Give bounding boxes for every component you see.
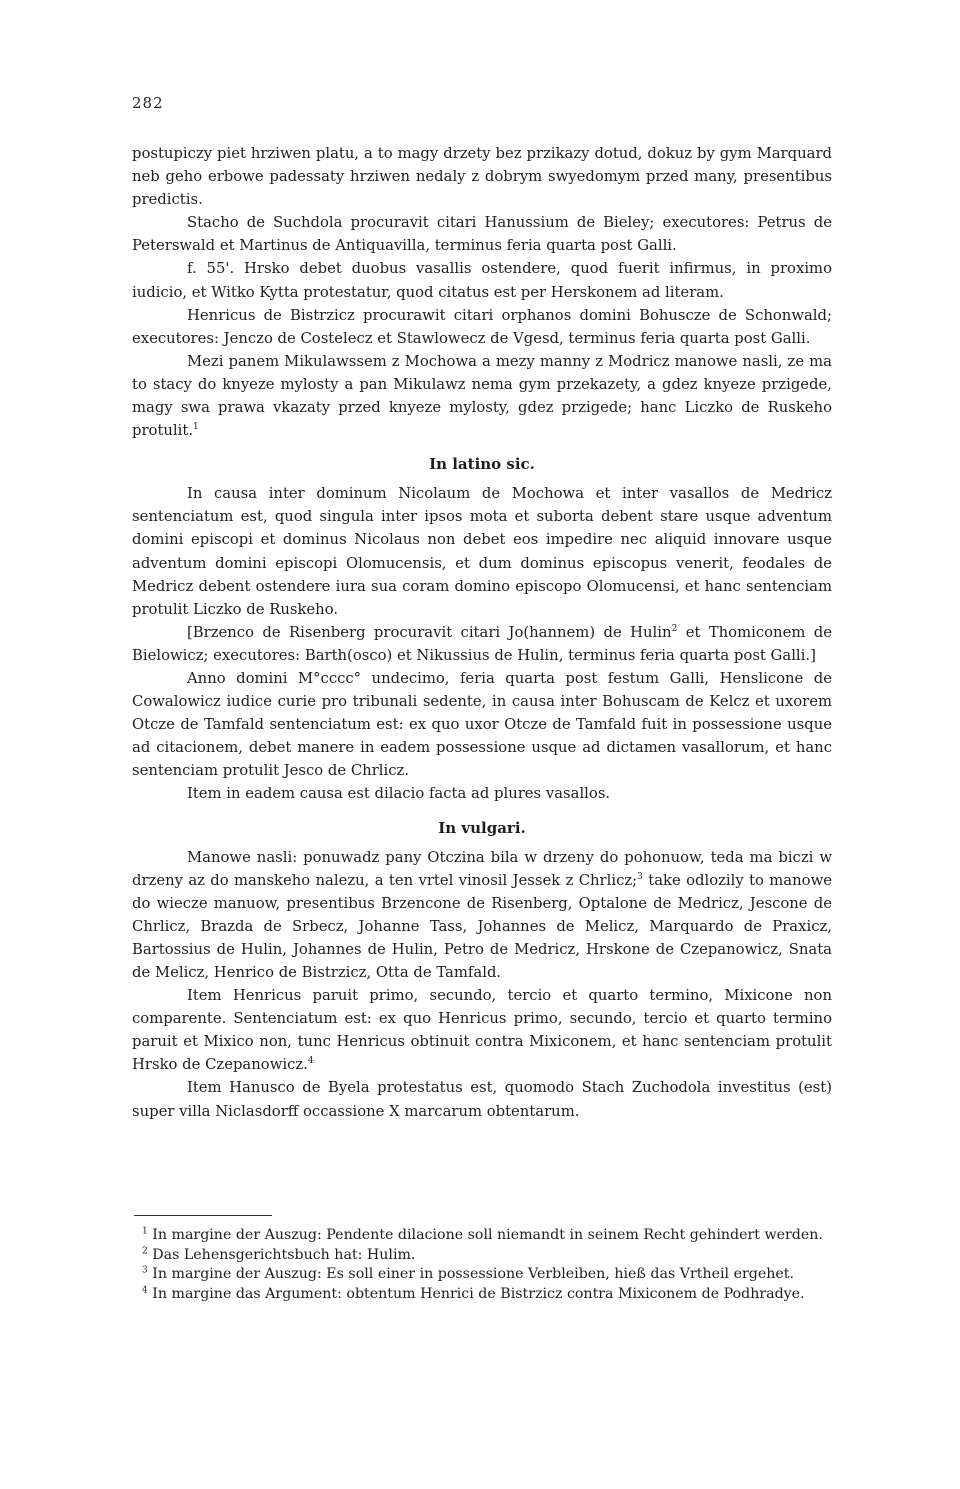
paragraph-text: Stacho de Suchdola procuravit citari Hanussium de Bieley; executores: Petrus de Peterswald et Martinus de Antiquavilla, terminus feria quarta post Galli. [132, 214, 832, 255]
paragraph-text: take odlozily to manowe do wiecze manuow, presentibus Brzencone de Risenberg, Optalone de Medricz, Jescone de Chrlicz, Brazda de Srbecz, Johanne Tass, Johannes de Melicz, Marquardo de Praxicz, Bartossius de Hulin, Johannes de Hulin, Petro de Medricz, Hrskone de Czepanowicz, Snata de Melicz, Henrico de Bistrzicz, Otta de Tamfald. [132, 871, 832, 981]
main-text [132, 142, 832, 1123]
footnote-marker: 1 [193, 422, 199, 433]
section-heading-latin: In latino sic. [429, 455, 535, 474]
paragraph [132, 211, 832, 257]
paragraph [132, 304, 832, 350]
paragraph-text: Item Hanusco de Byela protestatus est, quomodo Stach Zuchodola investitus (est) super villa Niclasdorff occassione X marcarum obtentarum. [132, 1079, 832, 1120]
paragraph [132, 782, 832, 805]
paragraph [132, 482, 832, 621]
footnote-text: In margine der Auszug: Pendente dilacione soll niemandt in seinem Recht gehindert werden. [147, 1227, 823, 1243]
paragraph [132, 142, 832, 211]
footnote-text: In margine der Auszug: Es soll einer in possessione Verbleiben, hieß das Vrtheil ergehet. [147, 1266, 794, 1283]
footnote-text: Das Lehensgerichtsbuch hat: Hulim. [147, 1246, 416, 1263]
footnotes [134, 1226, 832, 1304]
paragraph [132, 350, 832, 442]
footnote-number: 4 [142, 1285, 148, 1296]
footnote [134, 1226, 832, 1246]
paragraph-text: Mezi panem Mikulawssem z Mochowa a mezy manny z Modricz manowe nasli, ze ma to stacy do knyeze mylosty a pan Mikulawz nema gym przekazety, a gdez knyeze przigede, magy swa prawa vkazaty przed knyeze mylosty, gdez przigede; hanc Liczko de Ruskeho protulit. [132, 352, 832, 440]
paragraph [132, 846, 832, 985]
page-number: 282 [132, 94, 164, 112]
paragraph-text: Item in eadem causa est dilacio facta ad plures vasallos. [187, 785, 611, 803]
footnote [134, 1285, 832, 1305]
paragraph [132, 621, 832, 667]
paragraph [132, 667, 832, 782]
paragraph [132, 984, 832, 1076]
footnote-marker: 4 [307, 1056, 314, 1067]
footnote-text: In margine das Argument: obtentum Henrici de Bistrzicz contra Mixiconem de Podhradye. [147, 1285, 805, 1302]
paragraph [132, 1076, 832, 1122]
paragraph-text: [Brzenco de Risenberg procuravit citari Jo(hannem) de Hulin [187, 623, 672, 641]
footnote-marker: 2 [671, 623, 678, 634]
footnote-number: 2 [142, 1245, 148, 1256]
footnote-divider [134, 1215, 272, 1216]
paragraph-text: postupiczy piet hrziwen platu, a to magy drzety bez przikazy dotud, dokuz by gym Marquard neb geho erbowe padessaty hrziwen nedaly z dobrym swyedomym przed many, presentibus predictis. [132, 145, 832, 209]
footnote-number: 1 [142, 1226, 148, 1237]
footnote-number: 3 [142, 1265, 148, 1276]
paragraph [132, 257, 832, 303]
paragraph-text: Item Henricus paruit primo, secundo, tercio et quarto termino, Mixicone non comparente. Sentenciatum est: ex quo Henricus primo, secundo, tercio et quarto termino paruit et Mixico non, tunc Henricus obtinuit contra Mixiconem, et hanc sentenciam protulit Hrsko de Czepanowicz. [132, 987, 832, 1074]
footnote [134, 1265, 832, 1285]
footnote-marker: 3 [637, 871, 643, 882]
paragraph-text: Henricus de Bistrzicz procurawit citari orphanos domini Bohuscze de Schonwald; executores: Jenczo de Costelecz et Stawlowecz de Vgesd, terminus feria quarta post Galli. [132, 306, 832, 347]
paragraph-text: et Thomiconem de Bielowicz; executores: Barth(osco) et Nikussius de Hulin, terminus feria quarta post Galli.] [132, 623, 832, 664]
paragraph-text: Manowe nasli: ponuwadz pany Otczina bila w drzeny do pohonuow, teda ma biczi w drzeny az do manskeho nalezu, a ten vrtel vinosil Jessek z Chrlicz; [132, 848, 832, 889]
paragraph-text: f. 55'. Hrsko debet duobus vasallis ostendere, quod fuerit infirmus, in proximo iudicio, et Witko Kytta protestatur, quod citatus est per Herskonem ad literam. [132, 260, 832, 301]
section-heading-vulgari: In vulgari. [438, 818, 526, 837]
paragraph-text: In causa inter dominum Nicolaum de Mochowa et inter vasallos de Medricz sentenciatum est, quod singula inter ipsos mota et suborta debent stare usque adventum domini episcopi et dominus Nicolaus non debet eos impedire nec aliquid innovare usque adventum domini episcopi Olomucensis, et dum dominus episcopus venerit, feodales de Medricz debent ostendere iura sua coram domino episcopo Olomucensi, et hanc sentenciam protulit Liczko de Ruskeho. [132, 485, 832, 618]
paragraph-text: Anno domini M°cccc° undecimo, feria quarta post festum Galli, Henslicone de Cowalowicz iudice curie pro tribunali sedente, in causa inter Bohuscam de Kelcz et uxorem Otcze de Tamfald sentenciatum est: ex quo uxor Otcze de Tamfald fuit in possessione usque ad citacionem, debet manere in eadem possessione usque ad dictamen vasallorum, et hanc sentenciam protulit Jesco de Chrlicz. [132, 669, 832, 780]
footnote [134, 1246, 832, 1266]
